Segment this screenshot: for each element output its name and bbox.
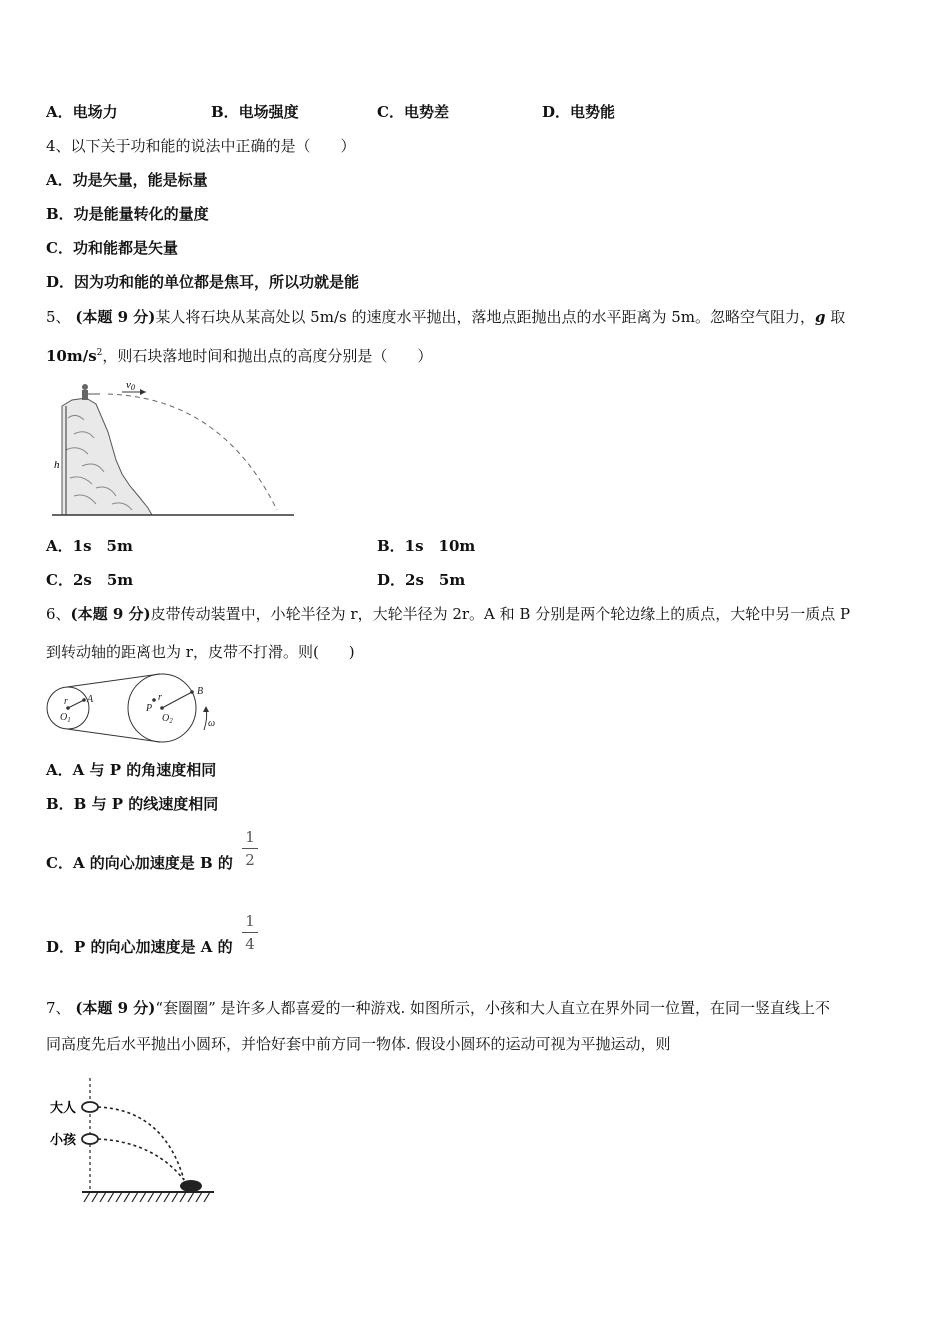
q4-option-b: B．功是能量转化的量度 bbox=[46, 205, 209, 223]
q5-number: 5、 bbox=[46, 308, 71, 326]
q6-option-d-fraction bbox=[242, 912, 258, 953]
velocity-arrowhead bbox=[140, 389, 146, 395]
q5-accel-exponent: 2 bbox=[96, 348, 103, 358]
q3-option-a: A．电场力 bbox=[46, 103, 118, 121]
p-label: P bbox=[146, 703, 153, 714]
q4-option-a: A．功是矢量，能是标量 bbox=[46, 171, 208, 189]
q4-option-c: C．功和能都是矢量 bbox=[46, 239, 178, 257]
q5-option-b: B．1s 10m bbox=[377, 537, 476, 555]
q5-g-symbol: g bbox=[815, 308, 826, 326]
q7-stem-text1: “套圈圈” 是许多人都喜爱的一种游戏. 如图所示，小孩和大人直立在界外同一位置，在同一竖直线上不 bbox=[155, 999, 831, 1017]
belt-bottom bbox=[67, 729, 160, 742]
ground-hatching bbox=[84, 1192, 210, 1202]
q5-stem-line2 bbox=[46, 343, 432, 366]
q6-stem-line2: 到转动轴的距离也为 r，皮带不打滑。则( ) bbox=[46, 643, 355, 661]
q5-accel-value: 10m/s bbox=[46, 347, 97, 365]
q5-option-d: D．2s 5m bbox=[377, 571, 466, 589]
fraction-denominator: 4 bbox=[245, 935, 255, 953]
adult-ring bbox=[82, 1102, 98, 1112]
q7-stem-line2: 同高度先后水平抛出小圆环，并恰好套中前方同一物体. 假设小圆环的运动可视为平抛运动，则 bbox=[46, 1035, 671, 1053]
q3-option-b: B．电场强度 bbox=[211, 103, 299, 121]
q5-stem-text1: 某人将石块从某高处以 5m/s 的速度水平抛出，落地点距抛出点的水平距离为 5m。忽略空气阻力， bbox=[155, 308, 816, 326]
q5-option-c: C．2s 5m bbox=[46, 571, 134, 589]
v0-label: v0 bbox=[126, 379, 135, 392]
q3-option-c: C．电势差 bbox=[377, 103, 449, 121]
r2-label: r bbox=[158, 692, 162, 703]
adult-label: 大人 bbox=[50, 1101, 77, 1116]
small-radius bbox=[68, 700, 84, 708]
q7-stem-line1 bbox=[46, 998, 830, 1018]
fraction-bar bbox=[242, 848, 258, 849]
fraction-bar bbox=[242, 932, 258, 933]
target-object bbox=[180, 1180, 202, 1192]
fraction-numerator: 1 bbox=[245, 828, 255, 846]
fraction-numerator: 1 bbox=[245, 912, 255, 930]
q5-option-a: A．1s 5m bbox=[46, 537, 133, 555]
q6-option-d: D．P 的向心加速度是 A 的 bbox=[46, 938, 233, 956]
q4-option-d: D．因为功和能的单位都是焦耳，所以功就是能 bbox=[46, 273, 360, 291]
q6-belt-figure bbox=[40, 672, 230, 752]
large-radius bbox=[162, 692, 192, 708]
q7-tag: (本题 9 分) bbox=[75, 999, 156, 1017]
point-b bbox=[190, 690, 194, 694]
q6-option-a: A．A 与 P 的角速度相同 bbox=[46, 761, 217, 779]
child-trajectory bbox=[98, 1139, 184, 1180]
q5-stem-text1-end: 取 bbox=[825, 308, 846, 326]
adult-trajectory bbox=[98, 1107, 184, 1180]
thrower-figure bbox=[82, 390, 88, 400]
h-label: h bbox=[54, 459, 60, 471]
q3-option-d: D．电势能 bbox=[542, 103, 616, 121]
q6-number: 6、 bbox=[46, 605, 71, 623]
rotation-arrowhead bbox=[203, 706, 209, 712]
q6-stem-text1: 皮带传动装置中，小轮半径为 r，大轮半径为 2r。A 和 B 分别是两个轮边缘上的质点，大轮中另一质点 P bbox=[150, 605, 851, 623]
q5-cliff-figure bbox=[52, 378, 298, 520]
q7-number: 7、 bbox=[46, 999, 71, 1017]
omega-label: ω bbox=[208, 718, 216, 729]
q6-option-c-fraction bbox=[242, 828, 258, 869]
q5-stem-text2: ，则石块落地时间和抛出点的高度分别是（ ） bbox=[102, 347, 433, 365]
point-a bbox=[82, 698, 86, 702]
o1-label: $O_1$ bbox=[60, 712, 71, 724]
q4-stem: 4、以下关于功和能的说法中正确的是（ ） bbox=[46, 137, 356, 155]
q6-option-b: B．B 与 P 的线速度相同 bbox=[46, 795, 219, 813]
r1-label: r bbox=[64, 696, 68, 707]
thrower-head bbox=[82, 384, 88, 390]
q5-tag: (本题 9 分) bbox=[75, 308, 156, 326]
a-label: A bbox=[87, 694, 94, 705]
point-p bbox=[152, 698, 156, 702]
q6-tag: (本题 9 分) bbox=[70, 605, 151, 623]
child-label: 小孩 bbox=[50, 1133, 77, 1148]
q7-ringtoss-figure bbox=[44, 1074, 220, 1210]
belt-top bbox=[67, 674, 160, 687]
child-ring bbox=[82, 1134, 98, 1144]
q5-stem-line1 bbox=[46, 307, 845, 327]
fraction-denominator: 2 bbox=[245, 851, 255, 869]
q6-stem-line1 bbox=[46, 604, 850, 624]
o2-label: $O_2$ bbox=[162, 713, 173, 725]
q6-option-c: C．A 的向心加速度是 B 的 bbox=[46, 854, 233, 872]
b-label: B bbox=[197, 686, 204, 697]
